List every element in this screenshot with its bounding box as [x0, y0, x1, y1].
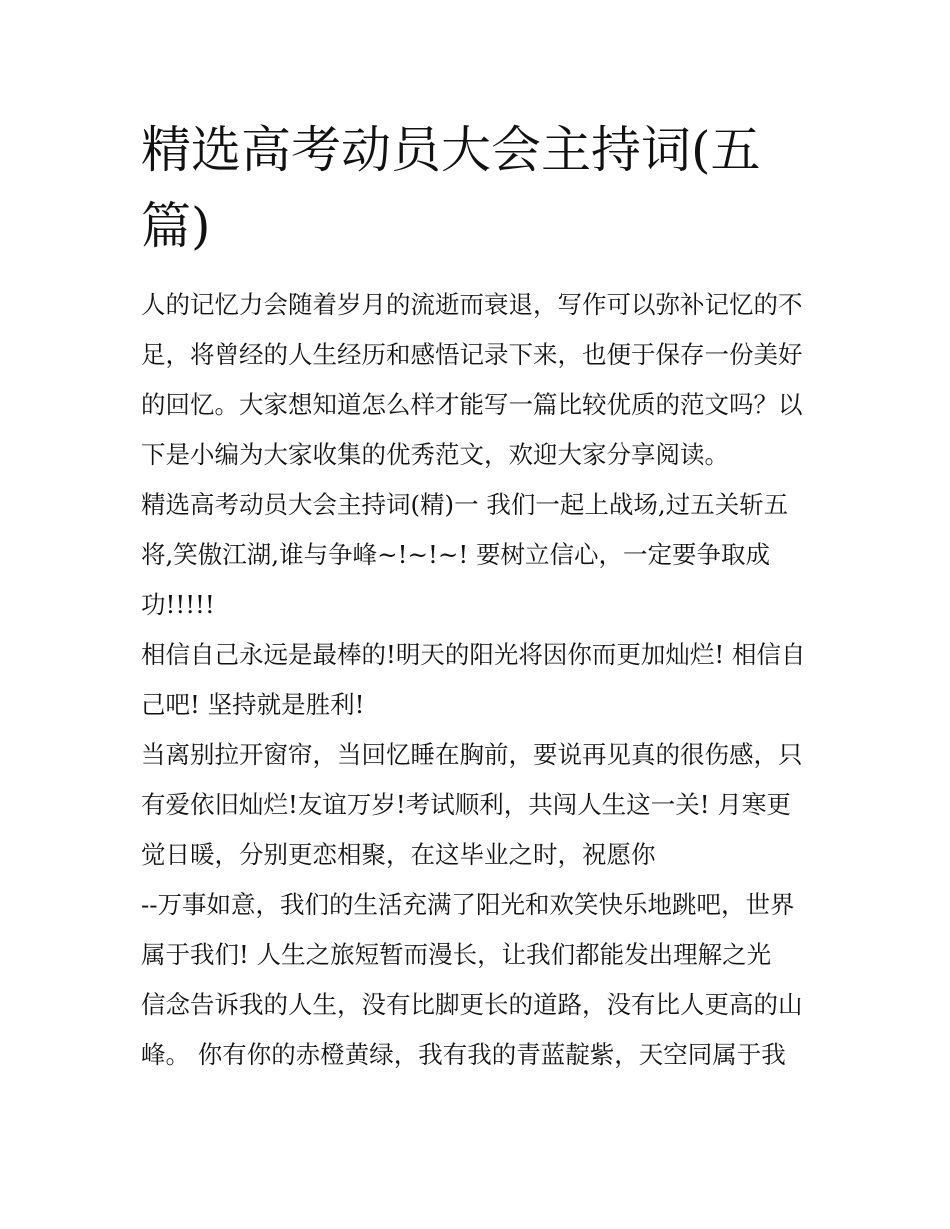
body-line-4: 下是小编为大家收集的优秀范文，欢迎大家分享阅读。: [141, 440, 729, 469]
body-line-2: 足，将曾经的人生经历和感悟记录下来，也便于保存一份美好: [141, 340, 803, 369]
title-line-2: 篇): [141, 197, 211, 255]
body-line-14: 属于我们! 人生之旅短暂而漫长，让我们都能发出理解之光: [141, 940, 772, 969]
body-line-3: 的回忆。大家想知道怎么样才能写一篇比较优质的范文吗？以: [141, 390, 803, 419]
document-body: [141, 280, 816, 1080]
title-line-1: 精选高考动员大会主持词(五: [141, 121, 761, 179]
body-line-15: 信念告诉我的人生，没有比脚更长的道路，没有比人更高的山: [141, 990, 803, 1019]
body-line-11: 有爱依旧灿烂!友谊万岁!考试顺利，共闯人生这一关! 月寒更: [141, 790, 791, 819]
body-line-16: 峰。 你有你的赤橙黄绿，我有我的青蓝靛紫，天空同属于我: [141, 1040, 786, 1069]
body-line-7: 功!!!!!: [141, 590, 215, 619]
body-line-1: 人的记忆力会随着岁月的流逝而衰退，写作可以弥补记忆的不: [141, 290, 803, 319]
document-title: [141, 112, 831, 264]
body-line-8: 相信自己永远是最棒的!明天的阳光将因你而更加灿烂! 相信自: [141, 640, 806, 669]
body-line-13: --万事如意，我们的生活充满了阳光和欢笑快乐地跳吧，世界: [141, 890, 795, 919]
body-line-9: 己吧! 坚持就是胜利!: [141, 690, 365, 719]
body-line-10: 当离别拉开窗帘，当回忆睡在胸前，要说再见真的很伤感，只: [141, 740, 803, 769]
body-line-12: 觉日暖，分别更恋相聚，在这毕业之时，祝愿你: [141, 840, 656, 869]
body-line-5: 精选高考动员大会主持词(精)一 我们一起上战场,过五关斩五: [141, 490, 789, 519]
body-line-6: 将,笑傲江湖,谁与争峰~!~!~! 要树立信心，一定要争取成: [141, 540, 770, 569]
